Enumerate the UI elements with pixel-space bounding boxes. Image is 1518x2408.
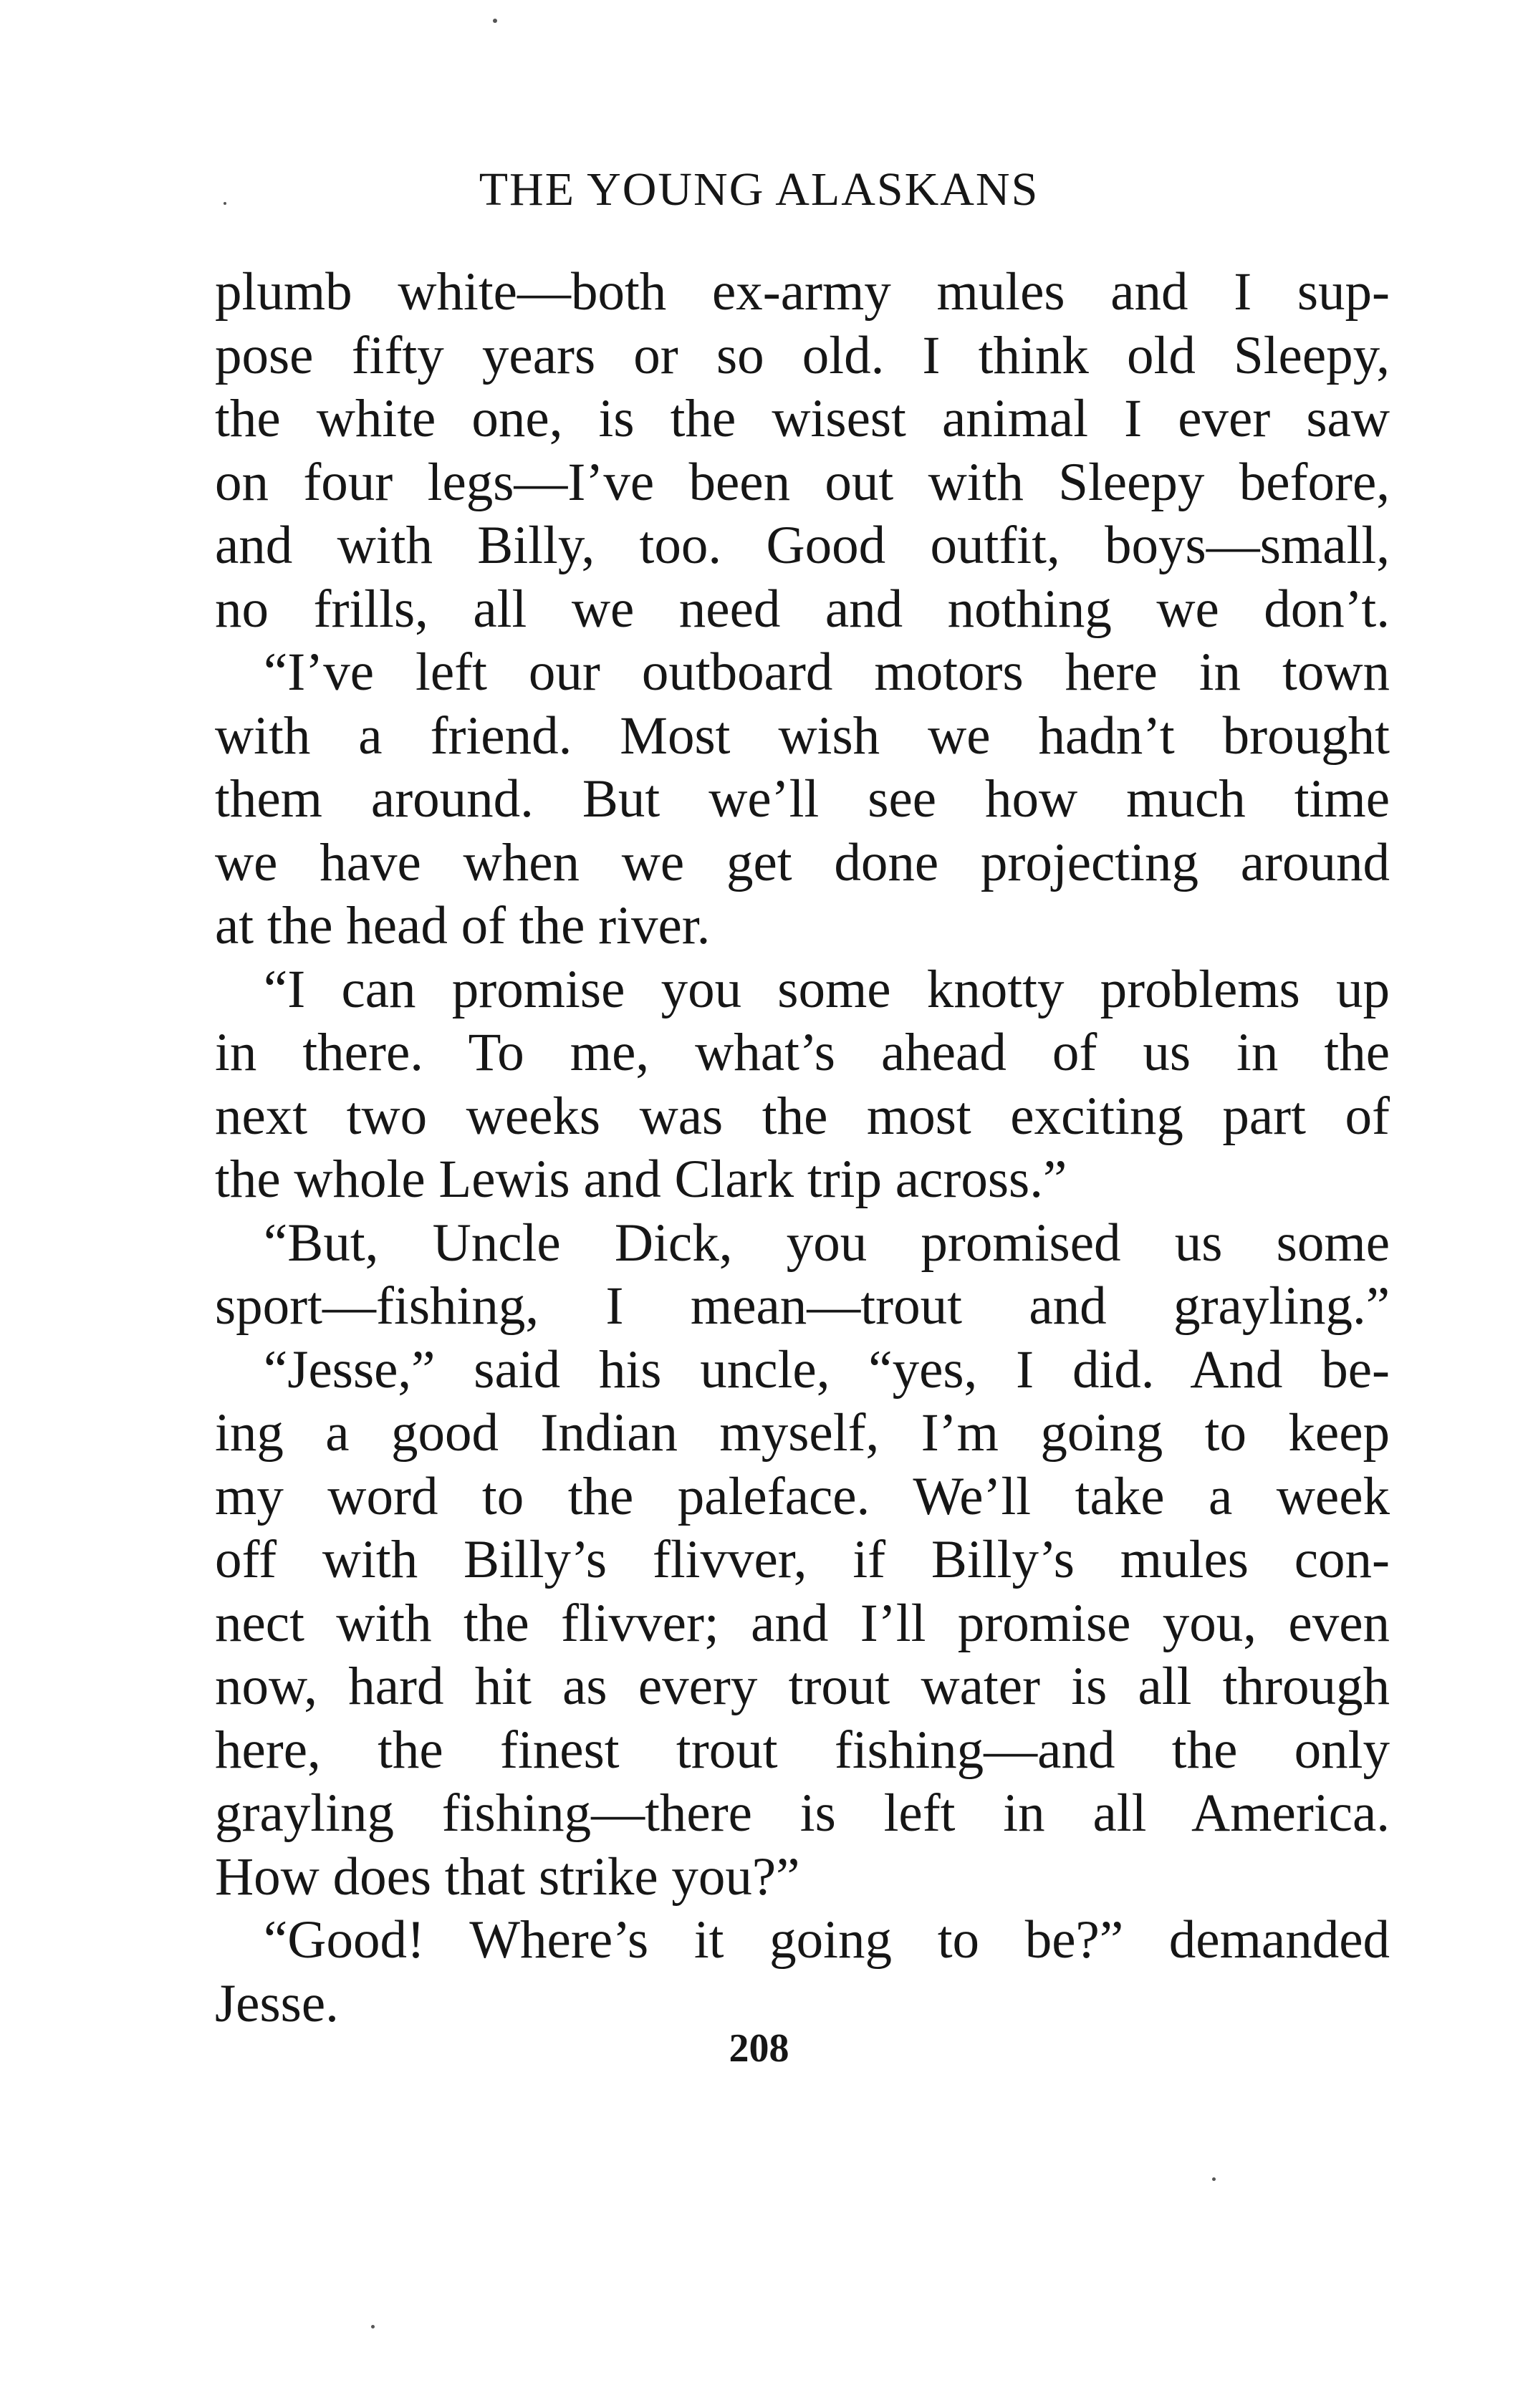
body-text [215, 261, 1390, 2036]
scan-speck [1212, 2177, 1216, 2181]
text-line: ing a good Indian myself, I’m going to keep [215, 1403, 1390, 1463]
text-line: no frills, all we need and nothing we don’t. [215, 579, 1390, 639]
text-line: “I’ve left our outboard motors here in town [264, 642, 1390, 702]
text-line: them around. But we’ll see how much time [215, 769, 1390, 829]
scan-speck [371, 2325, 375, 2328]
text-line: and with Billy, too. Good outfit, boys—small, [215, 516, 1390, 575]
text-line: here, the finest trout fishing—and the only [215, 1720, 1390, 1780]
text-line: Jesse. [215, 1973, 339, 2033]
text-line: “I can promise you some knotty problems up [264, 959, 1390, 1019]
text-line: plumb white—both ex-army mules and I sup- [215, 262, 1390, 322]
text-line: How does that strike you?” [215, 1846, 800, 1907]
text-line: off with Billy’s flivver, if Billy’s mules con- [215, 1530, 1390, 1589]
text-line: the whole Lewis and Clark trip across.” [215, 1150, 1067, 1209]
text-line: now, hard hit as every trout water is all through [215, 1657, 1390, 1716]
page-number: 208 [729, 2026, 789, 2071]
text-line: in there. To me, what’s ahead of us in the [215, 1023, 1390, 1082]
text-line: on four legs—I’ve been out with Sleepy before, [215, 452, 1390, 512]
text-line: “Jesse,” said his uncle, “yes, I did. And be- [264, 1339, 1390, 1400]
text-line: with a friend. Most wish we hadn’t brought [215, 705, 1390, 766]
text-line: grayling fishing—there is left in all America. [215, 1783, 1390, 1843]
scan-speck [493, 19, 497, 23]
text-line: “Good! Where’s it going to be?” demanded [264, 1910, 1390, 1970]
text-line: next two weeks was the most exciting part of [215, 1086, 1390, 1146]
text-line: “But, Uncle Dick, you promised us some [264, 1213, 1390, 1273]
text-line: nect with the flivver; and I’ll promise you, even [215, 1593, 1390, 1653]
text-line: the white one, is the wisest animal I ever saw [215, 389, 1390, 448]
text-line: we have when we get done projecting around [215, 832, 1390, 892]
text-line: pose fifty years or so old. I think old Sleepy, [215, 325, 1390, 385]
text-line: sport—fishing, I mean—trout and grayling.” [215, 1276, 1390, 1336]
text-line: my word to the paleface. We’ll take a week [215, 1466, 1390, 1526]
running-head: THE YOUNG ALASKANS [479, 163, 1039, 216]
text-line: at the head of the river. [215, 896, 711, 955]
